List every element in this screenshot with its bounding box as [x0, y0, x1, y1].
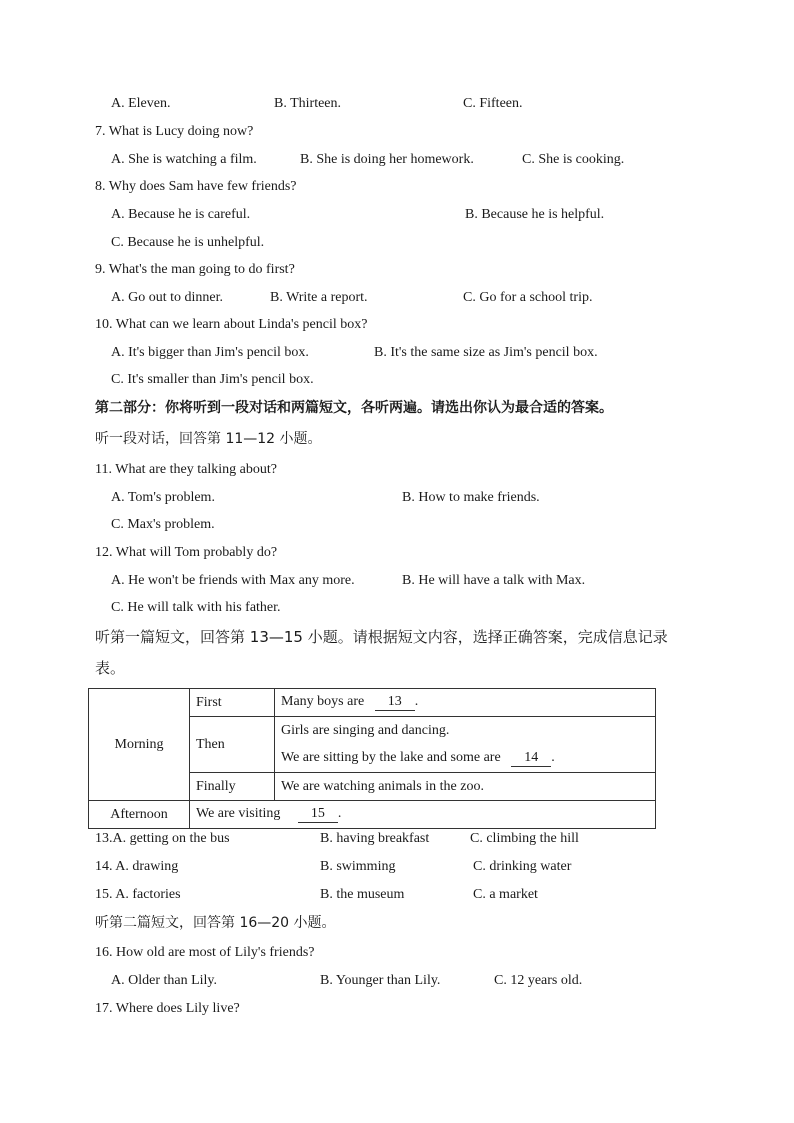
- q6-option-a: A. Eleven.: [111, 96, 171, 111]
- q16-option-a: A. Older than Lily.: [111, 973, 218, 988]
- q10-option-b: B. It's the same size as Jim's pencil box.: [374, 345, 598, 360]
- passage1-intro-line2: 表。: [95, 659, 126, 677]
- dialog-intro: 听一段对话，回答第 11—12 小题。: [95, 431, 322, 447]
- q9-option-c: C. Go for a school trip.: [463, 290, 593, 305]
- blank-15: 15: [298, 806, 338, 823]
- q8-option-a: A. Because he is careful.: [111, 207, 251, 222]
- part2-title: 第二部分：你将听到一段对话和两篇短文，各听两遍。请选出你认为最合适的答案。: [95, 400, 613, 416]
- q12-question: 12. What will Tom probably do?: [95, 545, 278, 560]
- then-label: Then: [190, 717, 275, 773]
- q16-option-c: C. 12 years old.: [494, 973, 583, 988]
- q11-option-a: A. Tom's problem.: [111, 490, 215, 505]
- afternoon-text: We are visiting: [196, 806, 281, 821]
- then-text-2: We are sitting by the lake and some are: [281, 749, 501, 765]
- blank-13: 13: [375, 694, 415, 711]
- q12-option-b: B. He will have a talk with Max.: [402, 573, 586, 588]
- q8-option-b: B. Because he is helpful.: [465, 207, 605, 222]
- then-text-1: Girls are singing and dancing.: [275, 717, 656, 745]
- q15-option-c: C. a market: [473, 887, 538, 902]
- then-row-2: We are sitting by the lake and some are 14 .: [275, 745, 656, 773]
- q14-option-b: B. swimming: [320, 859, 396, 874]
- info-record-table: [88, 688, 656, 829]
- q6-option-b: B. Thirteen.: [274, 96, 342, 111]
- first-row-text: Many boys are 13 .: [275, 689, 656, 717]
- q13-option-b: B. having breakfast: [320, 831, 430, 846]
- q9-question: 9. What's the man going to do first?: [95, 262, 295, 277]
- q10-option-c: C. It's smaller than Jim's pencil box.: [111, 372, 314, 387]
- q7-option-b: B. She is doing her homework.: [300, 152, 474, 167]
- q16-question: 16. How old are most of Lily's friends?: [95, 945, 315, 960]
- q15-option-a: 15. A. factories: [95, 887, 181, 902]
- finally-text: We are watching animals in the zoo.: [275, 773, 656, 801]
- passage1-intro-line1: 听第一篇短文，回答第 13—15 小题。请根据短文内容，选择正确答案，完成信息记录: [95, 628, 668, 646]
- passage2-intro: 听第二篇短文，回答第 16—20 小题。: [95, 915, 336, 931]
- q8-option-c: C. Because he is unhelpful.: [111, 235, 265, 250]
- q11-option-c: C. Max's problem.: [111, 517, 215, 532]
- q10-question: 10. What can we learn about Linda's pencil box?: [95, 317, 368, 332]
- finally-label: Finally: [190, 773, 275, 801]
- q13-option-c: C. climbing the hill: [470, 831, 579, 846]
- q12-option-c: C. He will talk with his father.: [111, 600, 281, 615]
- morning-cell: Morning: [89, 689, 190, 801]
- afternoon-cell: Afternoon: [89, 801, 190, 829]
- q15-option-b: B. the museum: [320, 887, 405, 902]
- q10-option-a: A. It's bigger than Jim's pencil box.: [111, 345, 309, 360]
- q11-option-b: B. How to make friends.: [402, 490, 540, 505]
- q7-question: 7. What is Lucy doing now?: [95, 124, 254, 139]
- q16-option-b: B. Younger than Lily.: [320, 973, 441, 988]
- q17-question: 17. Where does Lily live?: [95, 1001, 240, 1016]
- blank-14: 14: [511, 750, 551, 767]
- q7-option-a: A. She is watching a film.: [111, 152, 257, 167]
- q13-option-a: 13.A. getting on the bus: [95, 831, 230, 846]
- q14-option-c: C. drinking water: [473, 859, 572, 874]
- q7-option-c: C. She is cooking.: [522, 152, 625, 167]
- q12-option-a: A. He won't be friends with Max any more.: [111, 573, 355, 588]
- q11-question: 11. What are they talking about?: [95, 462, 277, 477]
- q6-option-c: C. Fifteen.: [463, 96, 523, 111]
- q14-option-a: 14. A. drawing: [95, 859, 179, 874]
- afternoon-row: We are visiting 15 .: [190, 801, 656, 829]
- q9-option-b: B. Write a report.: [270, 290, 368, 305]
- q8-question: 8. Why does Sam have few friends?: [95, 179, 297, 194]
- first-text: Many boys are: [281, 694, 365, 709]
- q9-option-a: A. Go out to dinner.: [111, 290, 223, 305]
- first-label: First: [190, 689, 275, 717]
